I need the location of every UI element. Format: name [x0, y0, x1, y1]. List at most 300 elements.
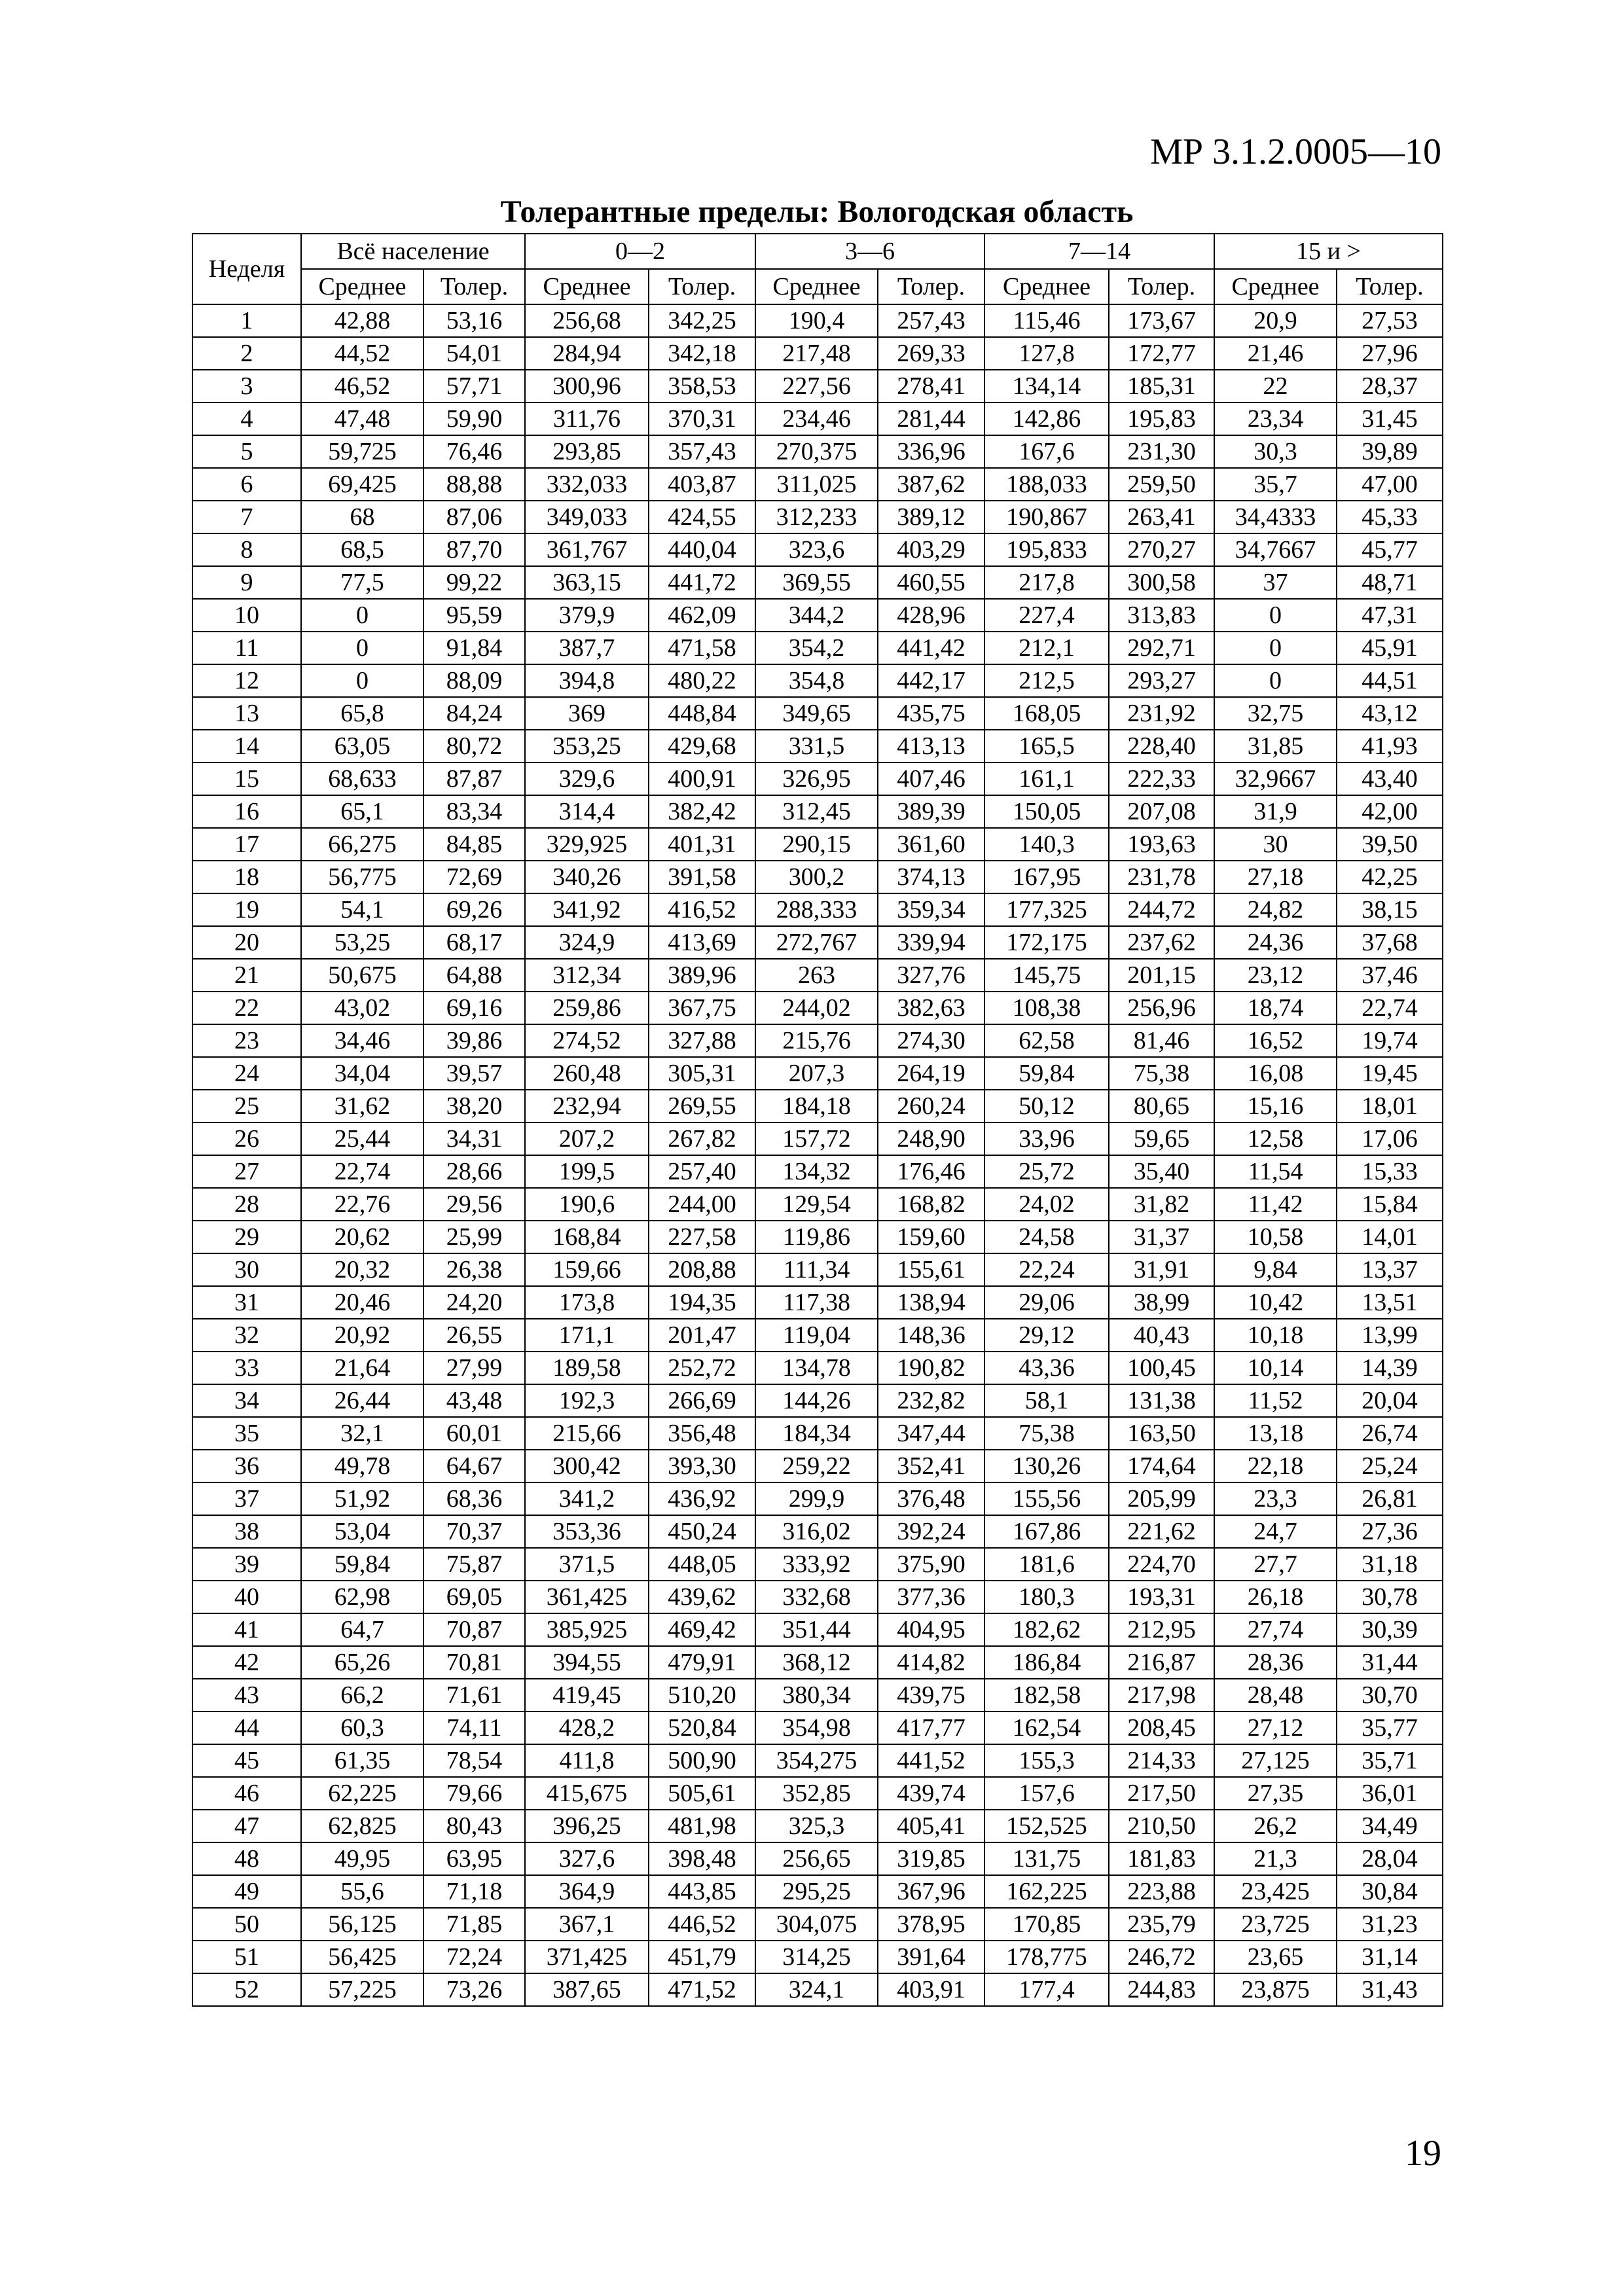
all-tol-cell: 72,69: [424, 861, 525, 893]
age15plus-tol-cell: 20,04: [1337, 1384, 1443, 1417]
age3-6-mean-cell: 349,65: [755, 697, 878, 730]
age0-2-mean-cell: 349,033: [525, 501, 649, 533]
age0-2-tol-cell: 500,90: [649, 1744, 755, 1777]
all-mean-cell: 50,675: [301, 959, 424, 992]
age7-14-mean-cell: 177,4: [984, 1973, 1109, 2006]
age0-2-mean-cell: 314,4: [525, 795, 649, 828]
age7-14-tol-cell: 208,45: [1109, 1712, 1214, 1744]
tolerance-limits-table: [192, 233, 1443, 2007]
week-cell: 21: [192, 959, 301, 992]
age15plus-tol-cell: 30,39: [1337, 1613, 1443, 1646]
all-mean-cell: 49,95: [301, 1842, 424, 1875]
age7-14-mean-cell: 33,96: [984, 1122, 1109, 1155]
age3-6-tol-cell: 248,90: [878, 1122, 984, 1155]
age15plus-tol-cell: 22,74: [1337, 992, 1443, 1024]
age7-14-mean-cell: 24,58: [984, 1221, 1109, 1253]
age3-6-tol-cell: 405,41: [878, 1810, 984, 1842]
age0-2-tol-cell: 208,88: [649, 1253, 755, 1286]
age0-2-mean-cell: 361,767: [525, 533, 649, 566]
age15plus-mean-cell: 15,16: [1214, 1090, 1337, 1122]
age0-2-tol-cell: 327,88: [649, 1024, 755, 1057]
age7-14-tol-cell: 210,50: [1109, 1810, 1214, 1842]
age3-6-mean-cell: 323,6: [755, 533, 878, 566]
age15plus-tol-cell: 31,18: [1337, 1548, 1443, 1581]
age7-14-mean-cell: 195,833: [984, 533, 1109, 566]
document-code: МР 3.1.2.0005—10: [1150, 132, 1441, 172]
age15plus-mean-cell: 27,35: [1214, 1777, 1337, 1810]
age15plus-tol-cell: 26,81: [1337, 1482, 1443, 1515]
age7-14-tol-cell: 193,63: [1109, 828, 1214, 861]
all-tol-cell: 29,56: [424, 1188, 525, 1221]
age7-14-mean-cell: 157,6: [984, 1777, 1109, 1810]
all-tol-cell: 39,57: [424, 1057, 525, 1090]
week-cell: 23: [192, 1024, 301, 1057]
week-cell: 43: [192, 1679, 301, 1712]
table-row: [192, 370, 1443, 403]
subheader-tolerance: Толер.: [649, 269, 755, 304]
all-mean-cell: 69,425: [301, 468, 424, 501]
age15plus-mean-cell: 0: [1214, 632, 1337, 664]
all-mean-cell: 46,52: [301, 370, 424, 403]
age7-14-mean-cell: 217,8: [984, 566, 1109, 599]
age15plus-tol-cell: 45,91: [1337, 632, 1443, 664]
age0-2-mean-cell: 215,66: [525, 1417, 649, 1450]
age3-6-tol-cell: 417,77: [878, 1712, 984, 1744]
age3-6-tol-cell: 392,24: [878, 1515, 984, 1548]
age3-6-mean-cell: 290,15: [755, 828, 878, 861]
age0-2-tol-cell: 370,31: [649, 403, 755, 435]
all-tol-cell: 74,11: [424, 1712, 525, 1744]
week-cell: 14: [192, 730, 301, 762]
age0-2-mean-cell: 260,48: [525, 1057, 649, 1090]
age3-6-mean-cell: 300,2: [755, 861, 878, 893]
age15plus-tol-cell: 43,12: [1337, 697, 1443, 730]
age3-6-tol-cell: 414,82: [878, 1646, 984, 1679]
age7-14-tol-cell: 224,70: [1109, 1548, 1214, 1581]
age3-6-tol-cell: 435,75: [878, 697, 984, 730]
age15plus-mean-cell: 30: [1214, 828, 1337, 861]
age15plus-tol-cell: 47,00: [1337, 468, 1443, 501]
age0-2-mean-cell: 189,58: [525, 1352, 649, 1384]
table-row: [192, 304, 1443, 337]
age3-6-tol-cell: 138,94: [878, 1286, 984, 1319]
age15plus-mean-cell: 9,84: [1214, 1253, 1337, 1286]
table-row: [192, 1744, 1443, 1777]
age15plus-mean-cell: 31,85: [1214, 730, 1337, 762]
age3-6-mean-cell: 354,8: [755, 664, 878, 697]
age3-6-tol-cell: 391,64: [878, 1941, 984, 1973]
age7-14-mean-cell: 150,05: [984, 795, 1109, 828]
age7-14-mean-cell: 115,46: [984, 304, 1109, 337]
age3-6-mean-cell: 344,2: [755, 599, 878, 632]
age0-2-mean-cell: 190,6: [525, 1188, 649, 1221]
age15plus-mean-cell: 34,4333: [1214, 501, 1337, 533]
week-cell: 39: [192, 1548, 301, 1581]
all-mean-cell: 51,92: [301, 1482, 424, 1515]
age3-6-mean-cell: 288,333: [755, 893, 878, 926]
week-cell: 17: [192, 828, 301, 861]
age0-2-tol-cell: 480,22: [649, 664, 755, 697]
age7-14-mean-cell: 152,525: [984, 1810, 1109, 1842]
age7-14-tol-cell: 193,31: [1109, 1581, 1214, 1613]
age3-6-mean-cell: 316,02: [755, 1515, 878, 1548]
all-tol-cell: 80,43: [424, 1810, 525, 1842]
table-row: [192, 1842, 1443, 1875]
age15plus-tol-cell: 27,36: [1337, 1515, 1443, 1548]
week-cell: 5: [192, 435, 301, 468]
age15plus-tol-cell: 13,99: [1337, 1319, 1443, 1352]
age3-6-mean-cell: 129,54: [755, 1188, 878, 1221]
all-mean-cell: 56,775: [301, 861, 424, 893]
age0-2-mean-cell: 329,6: [525, 762, 649, 795]
age0-2-mean-cell: 207,2: [525, 1122, 649, 1155]
age0-2-tol-cell: 479,91: [649, 1646, 755, 1679]
age15plus-mean-cell: 35,7: [1214, 468, 1337, 501]
age0-2-tol-cell: 413,69: [649, 926, 755, 959]
table-row: [192, 697, 1443, 730]
all-tol-cell: 79,66: [424, 1777, 525, 1810]
age3-6-mean-cell: 227,56: [755, 370, 878, 403]
table-row: [192, 1286, 1443, 1319]
age7-14-tol-cell: 40,43: [1109, 1319, 1214, 1352]
all-mean-cell: 31,62: [301, 1090, 424, 1122]
table-row: [192, 1548, 1443, 1581]
age3-6-mean-cell: 312,45: [755, 795, 878, 828]
age3-6-mean-cell: 234,46: [755, 403, 878, 435]
age7-14-mean-cell: 29,06: [984, 1286, 1109, 1319]
subheader-mean: Среднее: [755, 269, 878, 304]
header-row-groups: [192, 234, 1443, 269]
age7-14-mean-cell: 25,72: [984, 1155, 1109, 1188]
all-mean-cell: 53,04: [301, 1515, 424, 1548]
age3-6-tol-cell: 155,61: [878, 1253, 984, 1286]
age15plus-mean-cell: 12,58: [1214, 1122, 1337, 1155]
subheader-tolerance: Толер.: [424, 269, 525, 304]
subheader-mean: Среднее: [984, 269, 1109, 304]
age0-2-tol-cell: 429,68: [649, 730, 755, 762]
subheader-tolerance: Толер.: [1337, 269, 1443, 304]
week-cell: 35: [192, 1417, 301, 1450]
all-mean-cell: 66,275: [301, 828, 424, 861]
all-mean-cell: 63,05: [301, 730, 424, 762]
all-tol-cell: 87,87: [424, 762, 525, 795]
age0-2-mean-cell: 300,96: [525, 370, 649, 403]
age15plus-tol-cell: 31,14: [1337, 1941, 1443, 1973]
age3-6-mean-cell: 144,26: [755, 1384, 878, 1417]
table-row: [192, 1319, 1443, 1352]
age7-14-mean-cell: 130,26: [984, 1450, 1109, 1482]
all-mean-cell: 59,84: [301, 1548, 424, 1581]
all-tol-cell: 57,71: [424, 370, 525, 403]
age0-2-tol-cell: 451,79: [649, 1941, 755, 1973]
age15plus-tol-cell: 35,71: [1337, 1744, 1443, 1777]
age7-14-tol-cell: 246,72: [1109, 1941, 1214, 1973]
age3-6-mean-cell: 354,2: [755, 632, 878, 664]
age15plus-tol-cell: 31,23: [1337, 1908, 1443, 1941]
age3-6-tol-cell: 439,75: [878, 1679, 984, 1712]
age3-6-mean-cell: 354,98: [755, 1712, 878, 1744]
age0-2-tol-cell: 424,55: [649, 501, 755, 533]
age7-14-mean-cell: 108,38: [984, 992, 1109, 1024]
all-mean-cell: 62,225: [301, 1777, 424, 1810]
age15plus-mean-cell: 27,125: [1214, 1744, 1337, 1777]
age15plus-mean-cell: 27,7: [1214, 1548, 1337, 1581]
all-tol-cell: 91,84: [424, 632, 525, 664]
age3-6-tol-cell: 281,44: [878, 403, 984, 435]
age0-2-tol-cell: 403,87: [649, 468, 755, 501]
week-cell: 48: [192, 1842, 301, 1875]
age15plus-mean-cell: 21,46: [1214, 337, 1337, 370]
age15plus-mean-cell: 23,12: [1214, 959, 1337, 992]
table-row: [192, 1777, 1443, 1810]
all-mean-cell: 65,8: [301, 697, 424, 730]
age3-6-mean-cell: 111,34: [755, 1253, 878, 1286]
age3-6-mean-cell: 259,22: [755, 1450, 878, 1482]
group-header-age-0-2: 0—2: [525, 234, 755, 269]
all-mean-cell: 56,425: [301, 1941, 424, 1973]
age7-14-tol-cell: 235,79: [1109, 1908, 1214, 1941]
all-tol-cell: 71,61: [424, 1679, 525, 1712]
age15plus-mean-cell: 24,36: [1214, 926, 1337, 959]
table-row: [192, 1155, 1443, 1188]
all-tol-cell: 43,48: [424, 1384, 525, 1417]
age15plus-tol-cell: 27,53: [1337, 304, 1443, 337]
age3-6-mean-cell: 352,85: [755, 1777, 878, 1810]
age15plus-mean-cell: 27,12: [1214, 1712, 1337, 1744]
table-row: [192, 1810, 1443, 1842]
age7-14-tol-cell: 263,41: [1109, 501, 1214, 533]
age0-2-tol-cell: 358,53: [649, 370, 755, 403]
age15plus-tol-cell: 42,00: [1337, 795, 1443, 828]
age0-2-tol-cell: 416,52: [649, 893, 755, 926]
age3-6-tol-cell: 389,12: [878, 501, 984, 533]
age3-6-mean-cell: 272,767: [755, 926, 878, 959]
all-mean-cell: 44,52: [301, 337, 424, 370]
age3-6-tol-cell: 376,48: [878, 1482, 984, 1515]
all-tol-cell: 68,17: [424, 926, 525, 959]
age3-6-mean-cell: 333,92: [755, 1548, 878, 1581]
age0-2-mean-cell: 256,68: [525, 304, 649, 337]
age3-6-mean-cell: 217,48: [755, 337, 878, 370]
all-tol-cell: 69,26: [424, 893, 525, 926]
week-cell: 13: [192, 697, 301, 730]
all-tol-cell: 75,87: [424, 1548, 525, 1581]
age15plus-mean-cell: 23,425: [1214, 1875, 1337, 1908]
all-tol-cell: 78,54: [424, 1744, 525, 1777]
table-row: [192, 992, 1443, 1024]
age3-6-mean-cell: 184,34: [755, 1417, 878, 1450]
all-mean-cell: 68,633: [301, 762, 424, 795]
age3-6-mean-cell: 215,76: [755, 1024, 878, 1057]
age7-14-tol-cell: 201,15: [1109, 959, 1214, 992]
age15plus-tol-cell: 26,74: [1337, 1417, 1443, 1450]
age15plus-tol-cell: 34,49: [1337, 1810, 1443, 1842]
age7-14-mean-cell: 155,3: [984, 1744, 1109, 1777]
all-mean-cell: 20,46: [301, 1286, 424, 1319]
table-row: [192, 1090, 1443, 1122]
all-tol-cell: 59,90: [424, 403, 525, 435]
age3-6-mean-cell: 117,38: [755, 1286, 878, 1319]
all-tol-cell: 26,55: [424, 1319, 525, 1352]
age3-6-mean-cell: 184,18: [755, 1090, 878, 1122]
subheader-mean: Среднее: [525, 269, 649, 304]
age3-6-tol-cell: 339,94: [878, 926, 984, 959]
all-tol-cell: 63,95: [424, 1842, 525, 1875]
age7-14-tol-cell: 228,40: [1109, 730, 1214, 762]
age15plus-tol-cell: 45,77: [1337, 533, 1443, 566]
age15plus-mean-cell: 32,75: [1214, 697, 1337, 730]
all-tol-cell: 26,38: [424, 1253, 525, 1286]
age0-2-mean-cell: 199,5: [525, 1155, 649, 1188]
age0-2-mean-cell: 341,2: [525, 1482, 649, 1515]
all-mean-cell: 62,98: [301, 1581, 424, 1613]
age15plus-mean-cell: 23,34: [1214, 403, 1337, 435]
all-tol-cell: 70,81: [424, 1646, 525, 1679]
age0-2-tol-cell: 393,30: [649, 1450, 755, 1482]
age3-6-tol-cell: 387,62: [878, 468, 984, 501]
week-cell: 15: [192, 762, 301, 795]
age15plus-tol-cell: 14,39: [1337, 1352, 1443, 1384]
age7-14-mean-cell: 182,62: [984, 1613, 1109, 1646]
age15plus-mean-cell: 21,3: [1214, 1842, 1337, 1875]
age15plus-tol-cell: 37,68: [1337, 926, 1443, 959]
age7-14-tol-cell: 217,98: [1109, 1679, 1214, 1712]
age15plus-mean-cell: 10,58: [1214, 1221, 1337, 1253]
table-row: [192, 828, 1443, 861]
age7-14-tol-cell: 293,27: [1109, 664, 1214, 697]
table-row: [192, 959, 1443, 992]
table-row: [192, 1712, 1443, 1744]
age15plus-mean-cell: 26,2: [1214, 1810, 1337, 1842]
age7-14-tol-cell: 300,58: [1109, 566, 1214, 599]
age15plus-tol-cell: 14,01: [1337, 1221, 1443, 1253]
age7-14-mean-cell: 167,95: [984, 861, 1109, 893]
table-row: [192, 1352, 1443, 1384]
table-row: [192, 1875, 1443, 1908]
age7-14-mean-cell: 127,8: [984, 337, 1109, 370]
age0-2-mean-cell: 284,94: [525, 337, 649, 370]
age15plus-tol-cell: 18,01: [1337, 1090, 1443, 1122]
week-cell: 33: [192, 1352, 301, 1384]
age7-14-tol-cell: 31,82: [1109, 1188, 1214, 1221]
age3-6-tol-cell: 190,82: [878, 1352, 984, 1384]
group-header-age-15-plus: 15 и >: [1214, 234, 1443, 269]
week-cell: 36: [192, 1450, 301, 1482]
all-mean-cell: 56,125: [301, 1908, 424, 1941]
age15plus-mean-cell: 27,18: [1214, 861, 1337, 893]
age7-14-mean-cell: 145,75: [984, 959, 1109, 992]
age0-2-mean-cell: 353,25: [525, 730, 649, 762]
age15plus-tol-cell: 42,25: [1337, 861, 1443, 893]
age7-14-mean-cell: 170,85: [984, 1908, 1109, 1941]
table-row: [192, 1679, 1443, 1712]
age0-2-tol-cell: 481,98: [649, 1810, 755, 1842]
age3-6-mean-cell: 119,86: [755, 1221, 878, 1253]
age7-14-mean-cell: 212,1: [984, 632, 1109, 664]
age3-6-tol-cell: 264,19: [878, 1057, 984, 1090]
age3-6-mean-cell: 380,34: [755, 1679, 878, 1712]
age7-14-mean-cell: 188,033: [984, 468, 1109, 501]
age15plus-tol-cell: 36,01: [1337, 1777, 1443, 1810]
age7-14-tol-cell: 292,71: [1109, 632, 1214, 664]
age7-14-mean-cell: 75,38: [984, 1417, 1109, 1450]
age3-6-mean-cell: 256,65: [755, 1842, 878, 1875]
week-cell: 32: [192, 1319, 301, 1352]
all-mean-cell: 32,1: [301, 1417, 424, 1450]
age7-14-tol-cell: 221,62: [1109, 1515, 1214, 1548]
age0-2-mean-cell: 419,45: [525, 1679, 649, 1712]
all-tol-cell: 83,34: [424, 795, 525, 828]
age0-2-tol-cell: 471,58: [649, 632, 755, 664]
age0-2-tol-cell: 342,25: [649, 304, 755, 337]
age15plus-tol-cell: 25,24: [1337, 1450, 1443, 1482]
age0-2-tol-cell: 448,84: [649, 697, 755, 730]
all-mean-cell: 22,74: [301, 1155, 424, 1188]
age0-2-mean-cell: 340,26: [525, 861, 649, 893]
all-mean-cell: 0: [301, 664, 424, 697]
table-row: [192, 1613, 1443, 1646]
age0-2-mean-cell: 329,925: [525, 828, 649, 861]
age7-14-mean-cell: 62,58: [984, 1024, 1109, 1057]
all-tol-cell: 95,59: [424, 599, 525, 632]
age15plus-mean-cell: 32,9667: [1214, 762, 1337, 795]
all-tol-cell: 64,88: [424, 959, 525, 992]
age0-2-tol-cell: 469,42: [649, 1613, 755, 1646]
age15plus-mean-cell: 10,14: [1214, 1352, 1337, 1384]
all-mean-cell: 66,2: [301, 1679, 424, 1712]
week-cell: 18: [192, 861, 301, 893]
age3-6-tol-cell: 148,36: [878, 1319, 984, 1352]
age15plus-mean-cell: 22,18: [1214, 1450, 1337, 1482]
age3-6-mean-cell: 368,12: [755, 1646, 878, 1679]
age7-14-mean-cell: 58,1: [984, 1384, 1109, 1417]
age0-2-tol-cell: 450,24: [649, 1515, 755, 1548]
age0-2-mean-cell: 363,15: [525, 566, 649, 599]
age0-2-mean-cell: 387,7: [525, 632, 649, 664]
age15plus-tol-cell: 19,45: [1337, 1057, 1443, 1090]
age7-14-tol-cell: 81,46: [1109, 1024, 1214, 1057]
age15plus-mean-cell: 16,52: [1214, 1024, 1337, 1057]
age3-6-tol-cell: 257,43: [878, 304, 984, 337]
age15plus-mean-cell: 20,9: [1214, 304, 1337, 337]
age3-6-mean-cell: 299,9: [755, 1482, 878, 1515]
group-header-age-7-14: 7—14: [984, 234, 1214, 269]
week-cell: 12: [192, 664, 301, 697]
table-row: [192, 1253, 1443, 1286]
age3-6-tol-cell: 378,95: [878, 1908, 984, 1941]
age15plus-mean-cell: 11,42: [1214, 1188, 1337, 1221]
all-mean-cell: 64,7: [301, 1613, 424, 1646]
group-header-all-population: Всё население: [301, 234, 525, 269]
table-row: [192, 1450, 1443, 1482]
age0-2-tol-cell: 342,18: [649, 337, 755, 370]
week-cell: 26: [192, 1122, 301, 1155]
age7-14-mean-cell: 167,6: [984, 435, 1109, 468]
age15plus-mean-cell: 0: [1214, 664, 1337, 697]
table-row: [192, 1417, 1443, 1450]
age7-14-tol-cell: 244,72: [1109, 893, 1214, 926]
all-tol-cell: 70,87: [424, 1613, 525, 1646]
week-column-header: Неделя: [192, 234, 301, 304]
age15plus-tol-cell: 15,33: [1337, 1155, 1443, 1188]
week-cell: 52: [192, 1973, 301, 2006]
age7-14-tol-cell: 163,50: [1109, 1417, 1214, 1450]
age15plus-mean-cell: 28,36: [1214, 1646, 1337, 1679]
age0-2-mean-cell: 159,66: [525, 1253, 649, 1286]
age3-6-tol-cell: 269,33: [878, 337, 984, 370]
age7-14-tol-cell: 35,40: [1109, 1155, 1214, 1188]
age0-2-mean-cell: 364,9: [525, 1875, 649, 1908]
